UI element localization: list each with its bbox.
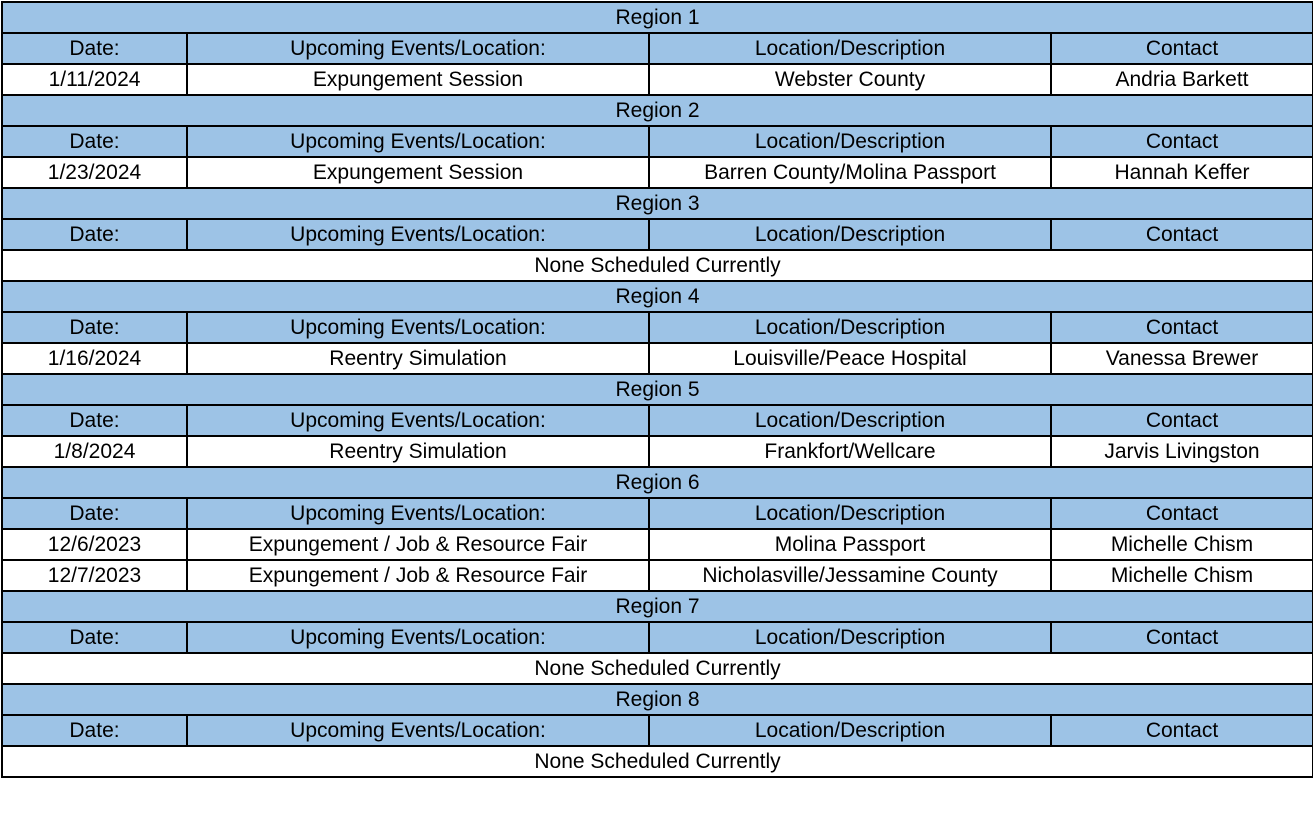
event-location: Molina Passport — [649, 529, 1051, 560]
table-row — [2, 343, 1313, 374]
region-title-row — [2, 374, 1313, 405]
region-title-row — [2, 2, 1313, 33]
header-event: Upcoming Events/Location: — [187, 498, 649, 529]
event-contact: Michelle Chism — [1051, 560, 1313, 591]
region-title: Region 5 — [2, 374, 1313, 405]
column-header-row — [2, 622, 1313, 653]
header-event: Upcoming Events/Location: — [187, 622, 649, 653]
event-location: Louisville/Peace Hospital — [649, 343, 1051, 374]
header-location: Location/Description — [649, 126, 1051, 157]
event-location: Frankfort/Wellcare — [649, 436, 1051, 467]
region-title: Region 3 — [2, 188, 1313, 219]
header-contact: Contact — [1051, 622, 1313, 653]
event-name: Expungement Session — [187, 157, 649, 188]
region-title-row — [2, 684, 1313, 715]
events-table-body — [2, 2, 1313, 777]
column-header-row — [2, 498, 1313, 529]
event-name: Reentry Simulation — [187, 436, 649, 467]
header-location: Location/Description — [649, 498, 1051, 529]
none-scheduled-row — [2, 746, 1313, 777]
event-contact: Jarvis Livingston — [1051, 436, 1313, 467]
event-date: 12/7/2023 — [2, 560, 187, 591]
region-title: Region 2 — [2, 95, 1313, 126]
region-title-row — [2, 188, 1313, 219]
event-location: Nicholasville/Jessamine County — [649, 560, 1051, 591]
event-contact: Michelle Chism — [1051, 529, 1313, 560]
event-date: 1/23/2024 — [2, 157, 187, 188]
region-title-row — [2, 467, 1313, 498]
header-date: Date: — [2, 622, 187, 653]
column-header-row — [2, 312, 1313, 343]
column-header-row — [2, 33, 1313, 64]
table-row — [2, 64, 1313, 95]
event-name: Expungement Session — [187, 64, 649, 95]
region-title-row — [2, 95, 1313, 126]
header-date: Date: — [2, 126, 187, 157]
header-contact: Contact — [1051, 126, 1313, 157]
region-title: Region 4 — [2, 281, 1313, 312]
none-scheduled-row — [2, 653, 1313, 684]
event-location: Webster County — [649, 64, 1051, 95]
header-date: Date: — [2, 33, 187, 64]
header-event: Upcoming Events/Location: — [187, 715, 649, 746]
table-row — [2, 529, 1313, 560]
header-date: Date: — [2, 498, 187, 529]
none-scheduled-text: None Scheduled Currently — [2, 746, 1313, 777]
header-event: Upcoming Events/Location: — [187, 126, 649, 157]
table-row — [2, 560, 1313, 591]
header-location: Location/Description — [649, 219, 1051, 250]
header-location: Location/Description — [649, 715, 1051, 746]
header-contact: Contact — [1051, 405, 1313, 436]
region-title: Region 1 — [2, 2, 1313, 33]
header-location: Location/Description — [649, 312, 1051, 343]
column-header-row — [2, 405, 1313, 436]
event-date: 1/8/2024 — [2, 436, 187, 467]
event-name: Expungement / Job & Resource Fair — [187, 560, 649, 591]
region-title: Region 8 — [2, 684, 1313, 715]
none-scheduled-row — [2, 250, 1313, 281]
header-contact: Contact — [1051, 219, 1313, 250]
region-title-row — [2, 281, 1313, 312]
event-date: 1/11/2024 — [2, 64, 187, 95]
header-date: Date: — [2, 219, 187, 250]
event-contact: Andria Barkett — [1051, 64, 1313, 95]
header-event: Upcoming Events/Location: — [187, 219, 649, 250]
header-contact: Contact — [1051, 312, 1313, 343]
table-row — [2, 157, 1313, 188]
region-title: Region 7 — [2, 591, 1313, 622]
header-contact: Contact — [1051, 715, 1313, 746]
column-header-row — [2, 126, 1313, 157]
header-event: Upcoming Events/Location: — [187, 33, 649, 64]
event-date: 12/6/2023 — [2, 529, 187, 560]
event-location: Barren County/Molina Passport — [649, 157, 1051, 188]
header-date: Date: — [2, 715, 187, 746]
column-header-row — [2, 219, 1313, 250]
table-row — [2, 436, 1313, 467]
event-name: Expungement / Job & Resource Fair — [187, 529, 649, 560]
events-table — [1, 1, 1313, 778]
header-location: Location/Description — [649, 33, 1051, 64]
event-name: Reentry Simulation — [187, 343, 649, 374]
header-event: Upcoming Events/Location: — [187, 405, 649, 436]
header-contact: Contact — [1051, 33, 1313, 64]
event-date: 1/16/2024 — [2, 343, 187, 374]
header-event: Upcoming Events/Location: — [187, 312, 649, 343]
event-contact: Vanessa Brewer — [1051, 343, 1313, 374]
header-date: Date: — [2, 312, 187, 343]
none-scheduled-text: None Scheduled Currently — [2, 653, 1313, 684]
header-location: Location/Description — [649, 622, 1051, 653]
header-date: Date: — [2, 405, 187, 436]
column-header-row — [2, 715, 1313, 746]
header-contact: Contact — [1051, 498, 1313, 529]
region-title-row — [2, 591, 1313, 622]
none-scheduled-text: None Scheduled Currently — [2, 250, 1313, 281]
region-title: Region 6 — [2, 467, 1313, 498]
event-contact: Hannah Keffer — [1051, 157, 1313, 188]
header-location: Location/Description — [649, 405, 1051, 436]
